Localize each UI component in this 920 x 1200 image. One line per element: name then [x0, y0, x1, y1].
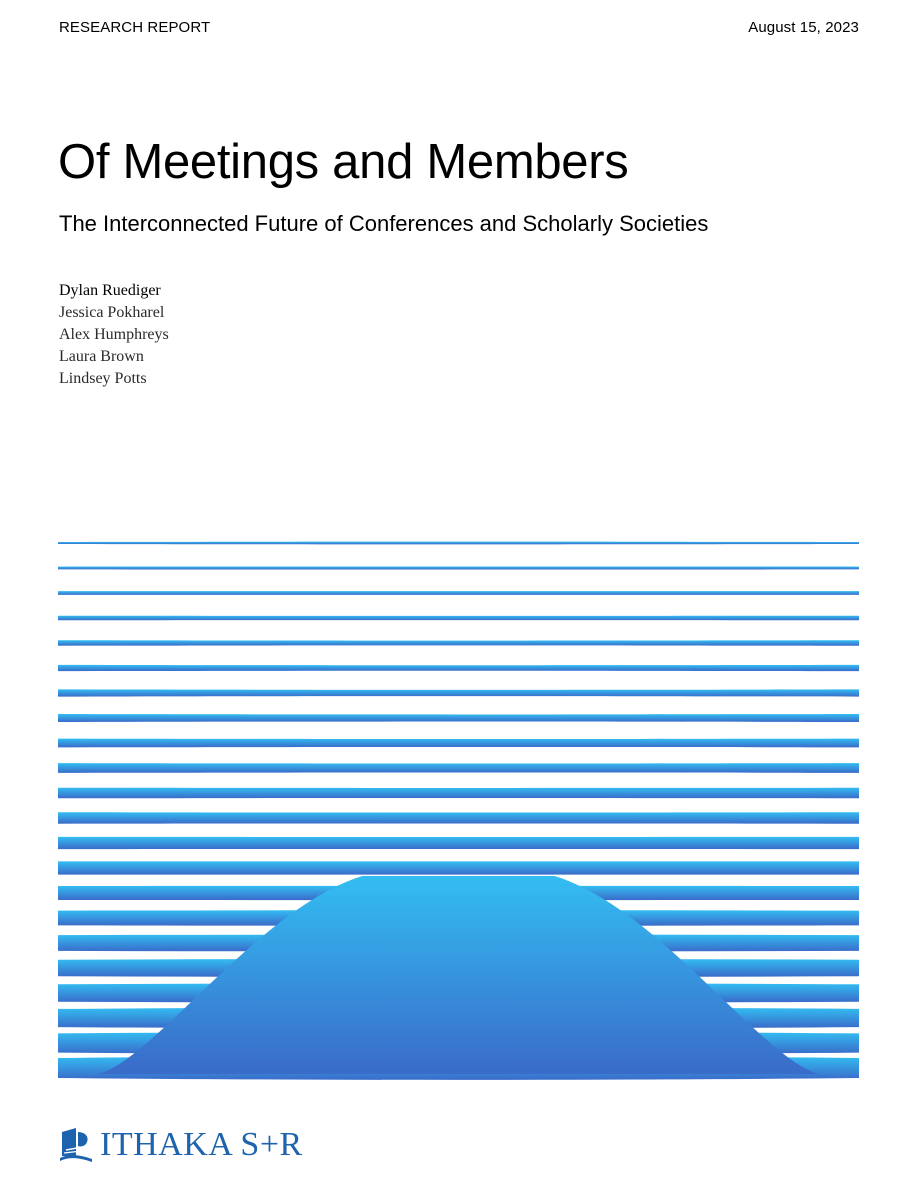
- report-date: August 15, 2023: [748, 19, 859, 36]
- ithaka-logo: [58, 1126, 303, 1164]
- stripe-band: [58, 763, 859, 773]
- stripe-band: [58, 616, 859, 621]
- author-name: Dylan Ruediger: [59, 282, 161, 299]
- stripe-band: [58, 861, 859, 874]
- cover-stripes-artwork: [58, 538, 859, 1080]
- stripe-band: [58, 566, 859, 569]
- report-title: Of Meetings and Members: [58, 135, 629, 189]
- author-name: Laura Brown: [59, 348, 144, 365]
- stripe-band: [58, 837, 859, 849]
- stripe-band: [58, 788, 859, 799]
- report-type-label: RESEARCH REPORT: [59, 19, 211, 36]
- stripe-band: [58, 665, 859, 671]
- stripe-band: [58, 689, 859, 696]
- report-subtitle: The Interconnected Future of Conferences and Scholarly Societies: [59, 211, 709, 236]
- logo-wordmark: ITHAKA S+R: [100, 1126, 303, 1163]
- stripe-band: [58, 714, 859, 722]
- author-name: Lindsey Potts: [59, 370, 147, 387]
- stripe-band: [58, 739, 859, 748]
- stripe-band: [58, 640, 859, 645]
- author-name: Jessica Pokharel: [59, 304, 165, 321]
- stripe-band: [58, 591, 859, 595]
- author-name: Alex Humphreys: [59, 326, 169, 343]
- ithaka-logo-mark-icon: [58, 1126, 94, 1164]
- stripe-band: [58, 542, 859, 545]
- author-list: [59, 280, 169, 390]
- stripe-band: [58, 812, 859, 823]
